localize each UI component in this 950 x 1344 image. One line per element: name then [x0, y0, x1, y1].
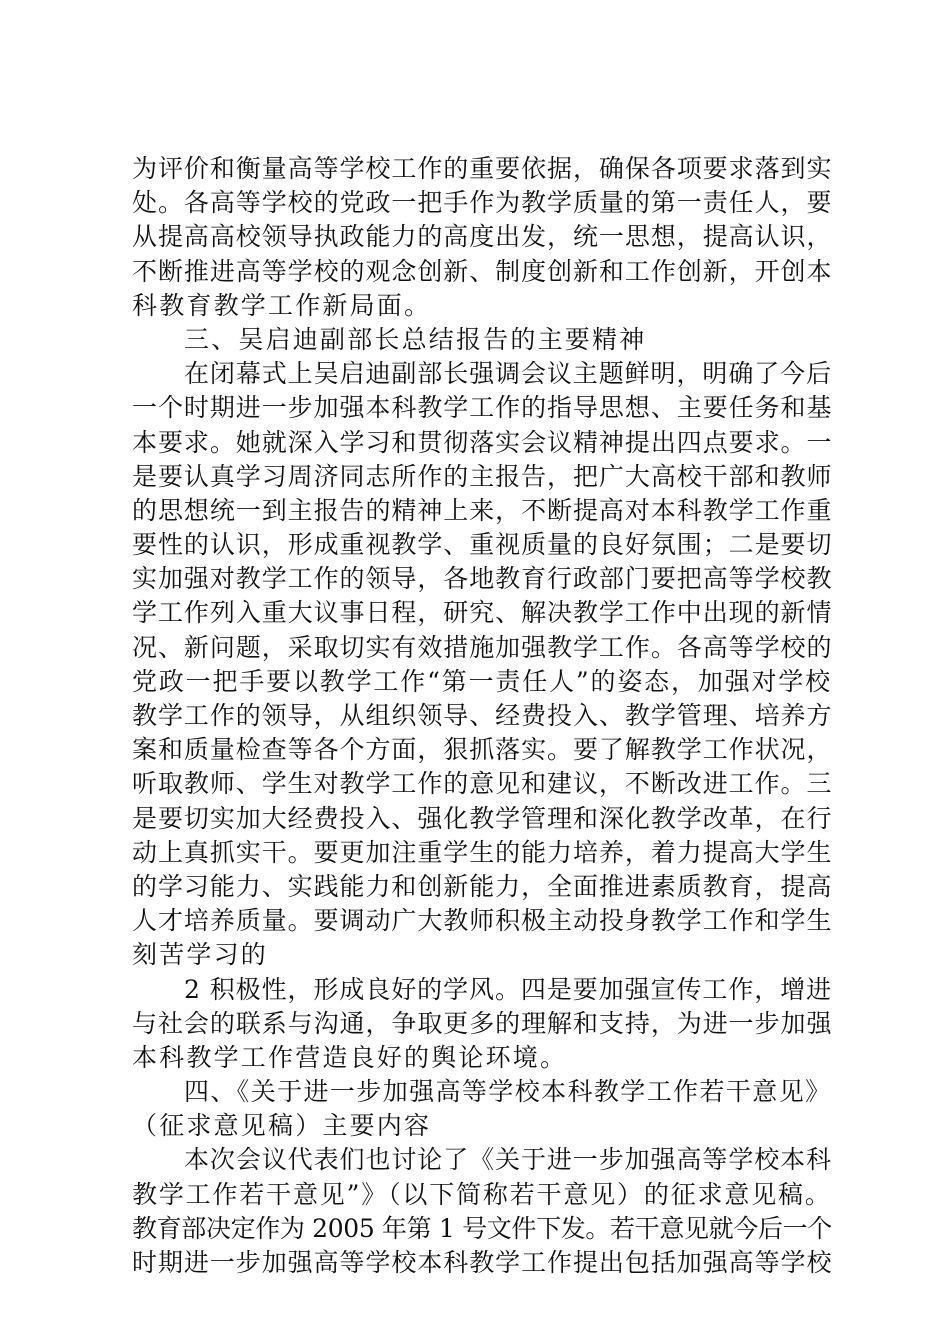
text-line: 刻苦学习的 — [132, 940, 269, 970]
text-line: 在闭幕式上吴启迪副部长强调会议主题鲜明，明确了今后 — [184, 359, 833, 389]
text-line: 从提高高校领导执政能力的高度出发，统一思想，提高认识， — [132, 222, 833, 252]
text-line: 2 积极性，形成良好的学风。四是要加强宣传工作，增进 — [184, 974, 833, 1004]
text-line: 教学工作的领导，从组织领导、经费投入、教学管理、培养方 — [132, 701, 833, 730]
text-line: 处。各高等学校的党政一把手作为教学质量的第一责任人，要 — [132, 188, 833, 218]
text-line: 党政一把手要以教学工作“第一责任人”的姿态，加强对学校 — [132, 666, 832, 696]
text-line: 本次会议代表们也讨论了《关于进一步加强高等学校本科 — [184, 1145, 833, 1175]
document-body-text — [132, 152, 832, 1280]
text-line: （征求意见稿）主要内容 — [132, 1111, 432, 1141]
text-line: 是要切实加大经费投入、强化教学管理和深化教学改革，在行 — [132, 803, 833, 833]
text-line: 三、吴启迪副部长总结报告的主要精神 — [184, 324, 647, 354]
text-line: 的学习能力、实践能力和创新能力，全面推进素质教育，提高 — [132, 871, 833, 901]
text-line: 案和质量检查等各个方面，狠抓落实。要了解教学工作状况， — [132, 735, 833, 765]
text-line: 实加强对教学工作的领导，各地教育行政部门要把高等学校教 — [132, 564, 833, 594]
text-line: 动上真抓实干。要更加注重学生的能力培养，着力提高大学生 — [132, 837, 833, 867]
text-line: 一个时期进一步加强本科教学工作的指导思想、主要任务和基 — [132, 393, 833, 423]
text-line: 要性的认识，形成重视教学、重视质量的良好氛围；二是要切 — [132, 530, 833, 560]
text-line: 是要认真学习周济同志所作的主报告，把广大高校干部和教师 — [132, 461, 833, 491]
text-line: 况、新问题，采取切实有效措施加强教学工作。各高等学校的 — [132, 632, 833, 662]
text-line: 教育部决定作为 2005 年第 1 号文件下发。若干意见就今后一个 — [132, 1213, 832, 1243]
text-line: 时期进一步加强高等学校本科教学工作提出包括加强高等学校 — [132, 1248, 833, 1277]
text-line: 人才培养质量。要调动广大教师积极主动投身教学工作和学生 — [132, 906, 833, 936]
text-line: 为评价和衡量高等学校工作的重要依据，确保各项要求落到实 — [132, 154, 833, 183]
text-line: 的思想统一到主报告的精神上来，不断提高对本科教学工作重 — [132, 495, 833, 525]
text-line: 听取教师、学生对教学工作的意见和建议，不断改进工作。三 — [132, 769, 833, 799]
text-line: 教学工作若干意见”》（以下简称若干意见）的征求意见稿。 — [132, 1179, 832, 1209]
text-line: 四、《关于进一步加强高等学校本科教学工作若干意见》 — [184, 1077, 832, 1107]
text-line: 科教育教学工作新局面。 — [132, 290, 432, 320]
text-line: 学工作列入重大议事日程，研究、解决教学工作中出现的新情 — [132, 598, 833, 628]
text-line: 本科教学工作营造良好的舆论环境。 — [132, 1042, 568, 1072]
text-line: 不断推进高等学校的观念创新、制度创新和工作创新，开创本 — [132, 256, 833, 286]
text-line: 与社会的联系与沟通，争取更多的理解和支持，为进一步加强 — [132, 1008, 833, 1038]
text-line: 本要求。她就深入学习和贯彻落实会议精神提出四点要求。一 — [132, 427, 833, 457]
